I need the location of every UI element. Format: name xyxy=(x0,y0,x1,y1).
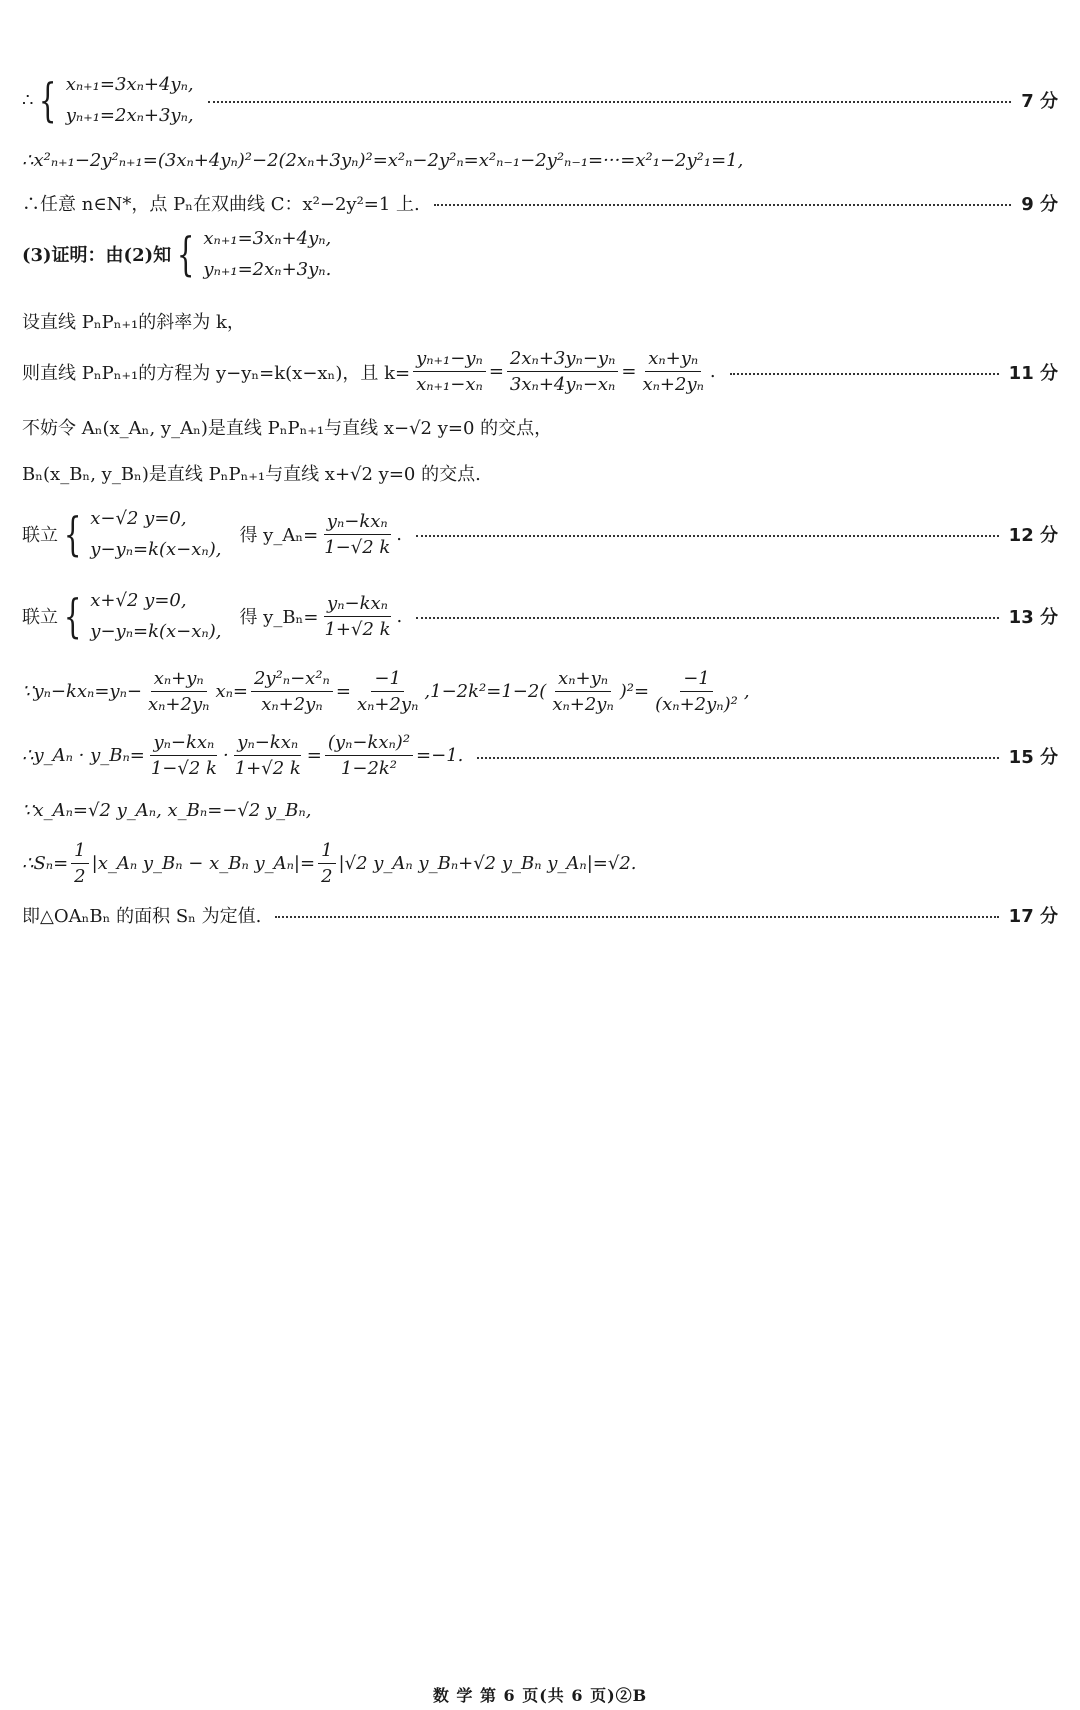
equation-text: ∴Sₙ= xyxy=(22,853,69,874)
fraction xyxy=(232,732,304,779)
denominator: 3xₙ+4yₙ−xₙ xyxy=(509,374,616,395)
equation-text: ∵yₙ−kxₙ=yₙ− xyxy=(22,681,142,702)
system-row: xₙ₊₁=3xₙ+4yₙ, xyxy=(65,74,194,95)
denominator: xₙ₊₁−xₙ xyxy=(416,374,483,395)
denominator: 2 xyxy=(74,866,86,887)
statement-text: Bₙ(x_Bₙ, y_Bₙ)是直线 PₙPₙ₊₁与直线 x+√2 y=0 的交点. xyxy=(22,464,481,485)
statement-text: 则直线 PₙPₙ₊₁的方程为 y−yₙ=k(x−xₙ)，且 k= xyxy=(22,362,411,384)
period: . xyxy=(396,605,403,627)
denominator: xₙ+2yₙ xyxy=(147,694,210,715)
numerator: xₙ+yₙ xyxy=(555,668,611,692)
equation-text: = xyxy=(306,745,322,766)
numerator: xₙ+yₙ xyxy=(151,668,207,692)
denominator: 1+√2 k xyxy=(234,758,301,779)
numerator: (yₙ−kxₙ)² xyxy=(325,732,413,756)
fraction xyxy=(321,593,393,640)
score-label: 17 分 xyxy=(1008,906,1058,927)
solution-line xyxy=(22,150,1058,171)
fraction xyxy=(321,511,393,558)
equation-text: ∴x²ₙ₊₁−2y²ₙ₊₁=(3xₙ+4yₙ)²−2(2xₙ+3yₙ)²=x²ₙ−2y²ₙ=x²ₙ₋₁−2y²ₙ₋₁=···=x²₁−2y²₁=1, xyxy=(22,150,744,171)
fraction xyxy=(148,732,220,779)
denominator: (xₙ+2yₙ)² xyxy=(655,694,738,715)
dot-leader xyxy=(730,373,999,375)
equation-system xyxy=(58,508,221,560)
equation-text: ∴y_Aₙ · y_Bₙ= xyxy=(22,745,145,766)
equation-text: |√2 y_Aₙ y_Bₙ+√2 y_Bₙ y_Aₙ|=√2. xyxy=(338,853,637,874)
fraction xyxy=(639,348,706,395)
system-row: y−yₙ=k(x−xₙ), xyxy=(90,621,222,642)
fraction xyxy=(318,840,335,887)
score-label: 13 分 xyxy=(1008,607,1058,628)
solution-line-15 xyxy=(22,732,1058,779)
brace-icon: { xyxy=(176,227,195,281)
equation-system xyxy=(171,228,331,280)
dot-leader xyxy=(434,204,1011,206)
denominator: 1−√2 k xyxy=(150,758,217,779)
solution-line xyxy=(22,800,1058,821)
denominator: xₙ+2yₙ xyxy=(642,374,704,395)
denominator: xₙ+2yₙ xyxy=(261,694,323,715)
fraction xyxy=(549,668,616,715)
numerator: 2y²ₙ−x²ₙ xyxy=(251,668,333,692)
solution-line xyxy=(22,668,1058,715)
numerator: −1 xyxy=(680,668,713,692)
equation-system xyxy=(58,590,221,642)
equation-text: ∵x_Aₙ=√2 y_Aₙ, x_Bₙ=−√2 y_Bₙ, xyxy=(22,800,312,821)
numerator: −1 xyxy=(371,668,404,692)
therefore-symbol: ∴ xyxy=(22,89,34,111)
equation-text: · xyxy=(222,745,229,766)
period: . xyxy=(396,523,403,545)
statement-text: ∴任意 n∈N*，点 Pₙ在双曲线 C：x²−2y²=1 上. xyxy=(22,194,420,215)
score-label: 11 分 xyxy=(1008,362,1058,384)
denominator: 1+√2 k xyxy=(324,618,391,640)
fraction xyxy=(354,668,421,715)
solution-line xyxy=(22,308,1058,334)
fraction xyxy=(652,668,741,715)
brace-icon: { xyxy=(39,73,57,127)
dot-leader xyxy=(416,617,998,619)
solution-line xyxy=(22,840,1058,887)
numerator: xₙ+yₙ xyxy=(645,348,701,372)
denominator: 2 xyxy=(321,866,333,887)
equation-text: xₙ= xyxy=(215,681,248,702)
statement-text: 设直线 PₙPₙ₊₁的斜率为 k， xyxy=(22,312,245,333)
brace-icon: { xyxy=(63,589,82,643)
solution-line-7 xyxy=(22,74,1058,126)
solution-line xyxy=(22,414,1058,440)
period: . xyxy=(709,361,716,382)
proof-start-line xyxy=(22,228,1058,280)
solution-line-13 xyxy=(22,590,1058,642)
solution-line-9 xyxy=(22,190,1058,216)
score-label: 15 分 xyxy=(1008,746,1058,768)
system-row: yₙ₊₁=2xₙ+3yₙ, xyxy=(65,105,194,126)
fraction xyxy=(325,732,413,779)
numerator: yₙ−kxₙ xyxy=(234,732,301,756)
numerator: yₙ−kxₙ xyxy=(324,511,391,535)
solution-line-12 xyxy=(22,508,1058,560)
fraction xyxy=(145,668,212,715)
statement-text: 不妨令 Aₙ(x_Aₙ, y_Aₙ)是直线 PₙPₙ₊₁与直线 x−√2 y=0 的交点， xyxy=(22,418,553,439)
system-row: y−yₙ=k(x−xₙ), xyxy=(90,539,222,560)
solution-line xyxy=(22,460,1058,486)
equation-text: = xyxy=(335,681,351,702)
conclusion-text: 即△OAₙBₙ 的面积 Sₙ 为定值. xyxy=(22,906,262,927)
system-row: x−√2 y=0, xyxy=(90,508,187,529)
fraction xyxy=(251,668,333,715)
numerator: yₙ−kxₙ xyxy=(150,732,217,756)
fraction xyxy=(413,348,486,395)
dot-leader xyxy=(416,535,999,537)
system-row: xₙ₊₁=3xₙ+4yₙ, xyxy=(203,228,332,249)
numerator: yₙ₊₁−yₙ xyxy=(413,348,486,372)
result-text: 得 y_Aₙ= xyxy=(239,525,319,546)
equation-text: |x_Aₙ y_Bₙ − x_Bₙ y_Aₙ|= xyxy=(91,853,316,874)
score-label: 9 分 xyxy=(1021,194,1058,215)
denominator: 1−√2 k xyxy=(324,536,391,558)
denominator: 1−2k² xyxy=(340,758,398,779)
dot-leader xyxy=(275,916,998,918)
brace-icon: { xyxy=(63,507,82,561)
numerator: yₙ−kxₙ xyxy=(324,593,391,617)
system-row: yₙ₊₁=2xₙ+3yₙ. xyxy=(203,259,332,280)
equals-sign: = xyxy=(621,361,637,382)
page-footer: 数 学 第 6 页(共 6 页)②B xyxy=(432,1686,648,1705)
system-row: x+√2 y=0, xyxy=(90,590,187,611)
equation-system xyxy=(33,74,193,126)
denominator: xₙ+2yₙ xyxy=(552,694,614,715)
solution-line-11 xyxy=(22,348,1058,395)
equation-text: ,1−2k²=1−2( xyxy=(424,681,547,702)
fraction xyxy=(71,840,88,887)
dot-leader xyxy=(208,101,1012,103)
equals-sign: = xyxy=(488,361,504,382)
equation-text: =−1. xyxy=(416,745,464,766)
lianli-label: 联立 xyxy=(22,525,58,546)
lianli-label: 联立 xyxy=(22,607,58,628)
proof-label: (3)证明：由(2)知 xyxy=(22,245,172,266)
equation-text: )²= xyxy=(619,681,650,702)
dot-leader xyxy=(477,757,998,759)
fraction xyxy=(507,348,618,395)
score-label: 7 分 xyxy=(1021,91,1058,112)
denominator: xₙ+2yₙ xyxy=(356,694,419,715)
numerator: 2xₙ+3yₙ−yₙ xyxy=(507,348,618,372)
numerator: 1 xyxy=(318,840,335,864)
equation-text: , xyxy=(743,681,750,702)
solution-line-17 xyxy=(22,902,1058,928)
result-text: 得 y_Bₙ= xyxy=(239,607,319,628)
numerator: 1 xyxy=(71,840,88,864)
score-label: 12 分 xyxy=(1008,525,1058,546)
